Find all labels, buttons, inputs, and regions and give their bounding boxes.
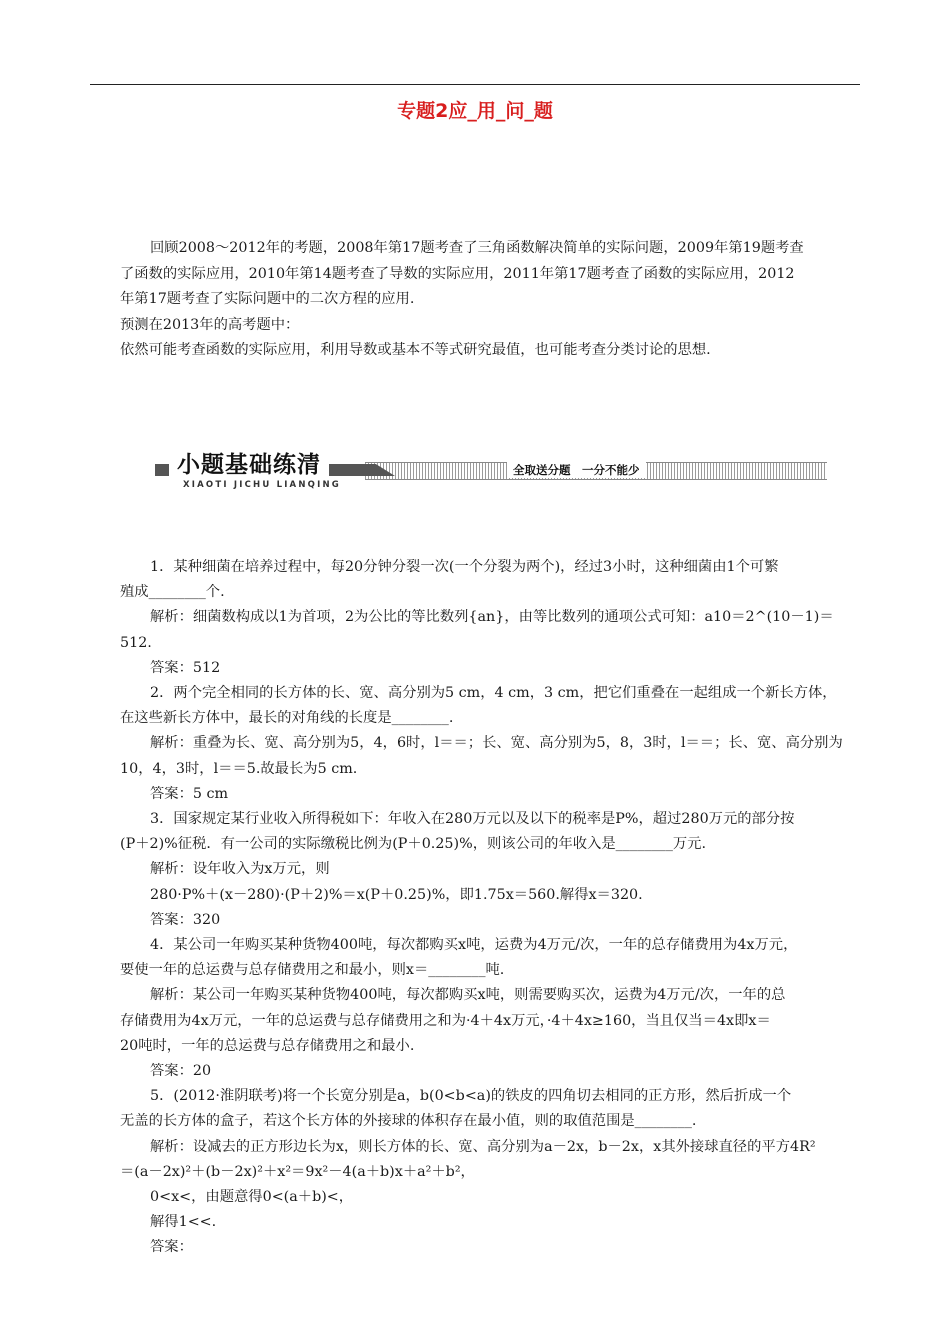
problem-solution-cont: 280·P%＋(x－280)·(P＋2)%＝x(P＋0.25)%，即1.75x＝560.解得x＝320.: [150, 886, 643, 903]
problem-answer: 答案：320: [150, 911, 221, 928]
section-banner: [155, 450, 827, 492]
intro-section: [120, 236, 860, 364]
problem-solution: 解析：设年收入为x万元，则: [150, 861, 330, 878]
problem-5: [120, 1084, 865, 1260]
page-title: 专题2应_用_问_题: [397, 100, 553, 122]
problem-4: [120, 933, 865, 1084]
problem-solution-cont: 20吨时，一年的总运费与总存储费用之和最小.: [120, 1037, 415, 1054]
intro-line: 了函数的实际应用，2010年第14题考查了导数的实际应用，2011年第17题考查了函数的实际应用，2012: [120, 265, 795, 282]
problem-answer: 答案：20: [150, 1063, 212, 1080]
problem-solution-cont: 存储费用为4x万元，一年的总运费与总存储费用之和为·4＋4x万元，·4＋4x≥160，当且仅当＝4x即x＝: [120, 1012, 771, 1029]
problem-solution-cont: 10，4，3时，l＝＝5.故最长为5 cm.: [120, 760, 358, 777]
problem-statement: 3．国家规定某行业收入所得税如下：年收入在280万元以及以下的税率是P%，超过280万元的部分按: [150, 811, 795, 828]
problem-solution: 解析：细菌数构成以1为首项，2为公比的等比数列{an}，由等比数列的通项公式可知：a10＝2^(10－1)＝512.: [120, 609, 834, 651]
top-rule: [90, 84, 860, 85]
problem-answer: 答案：: [150, 1239, 193, 1256]
problem-statement-cont: 无盖的长方体的盒子，若这个长方体的外接球的体积存在最小值，则的取值范围是________.: [120, 1113, 697, 1130]
banner-title: 小题基础练清: [169, 450, 329, 480]
problem-1: [120, 555, 865, 681]
problem-statement: 4．某公司一年购买某种货物400吨，每次都购买x吨，运费为4万元/次，一年的总存储费用为4x万元，: [150, 937, 798, 954]
banner-subtitle: 全取送分题 一分不能少: [507, 462, 646, 478]
intro-line: 回顾2008～2012年的考题，2008年第17题考查了三角函数解决简单的实际问题，2009年第19题考查: [150, 240, 804, 256]
problem-answer: 答案：5 cm: [150, 785, 229, 802]
problem-solution: 解析：某公司一年购买某种货物400吨，每次都购买x吨，则需要购买次，运费为4万元/次，一年的总: [150, 987, 786, 1004]
problem-statement-cont: 在这些新长方体中，最长的对角线的长度是________.: [120, 710, 454, 727]
banner-pinyin: XIAOTI JICHU LIANQING: [183, 480, 341, 490]
problem-answer: 答案：512: [150, 659, 221, 676]
problem-solution-cont: 0<x<，由题意得0<(a＋b)<，: [150, 1189, 354, 1206]
problem-solution-cont: 解得1<<.: [150, 1214, 217, 1231]
problem-statement: 5．(2012·淮阴联考)将一个长宽分别是a，b(0<b<a)的铁皮的四角切去相同的正方形，然后折成一个: [150, 1088, 792, 1105]
problem-statement-cont: (P＋2)%征税．有一公司的实际缴税比例为(P＋0.25)%，则该公司的年收入是________万元.: [120, 836, 706, 853]
problem-statement: 1．某种细菌在培养过程中，每20分钟分裂一次(一个分裂为两个)，经过3小时，这种细菌由1个可繁: [150, 559, 779, 575]
problem-2: [120, 681, 865, 807]
problem-list: [120, 555, 865, 1261]
intro-forecast: 预测在2013年的高考题中：: [120, 316, 300, 333]
problem-3: [120, 807, 865, 933]
problem-solution: 解析：重叠为长、宽、高分别为5，4，6时，l＝＝；长、宽、高分别为5，8，3时，l＝＝；长、宽、高分别为: [150, 735, 843, 752]
problem-statement: 2．两个完全相同的长方体的长、宽、高分别为5 cm，4 cm，3 cm，把它们重叠在一起组成一个新长方体，: [150, 685, 837, 702]
problem-statement-cont: 殖成________个.: [120, 584, 225, 601]
problem-solution-cont: ＝(a－2x)²＋(b－2x)²＋x²＝9x²－4(a＋b)x＋a²＋b²，: [120, 1163, 475, 1180]
intro-forecast-detail: 依然可能考查函数的实际应用，利用导数或基本不等式研究最值，也可能考查分类讨论的思想.: [120, 342, 711, 358]
problem-solution: 解析：设减去的正方形边长为x，则长方体的长、宽、高分别为a－2x，b－2x，x其外接球直径的平方4R²: [150, 1138, 816, 1155]
intro-paragraph: [120, 236, 860, 313]
problem-statement-cont: 要使一年的总运费与总存储费用之和最小，则x＝________吨.: [120, 962, 505, 979]
intro-line: 年第17题考查了实际问题中的二次方程的应用.: [120, 291, 415, 307]
